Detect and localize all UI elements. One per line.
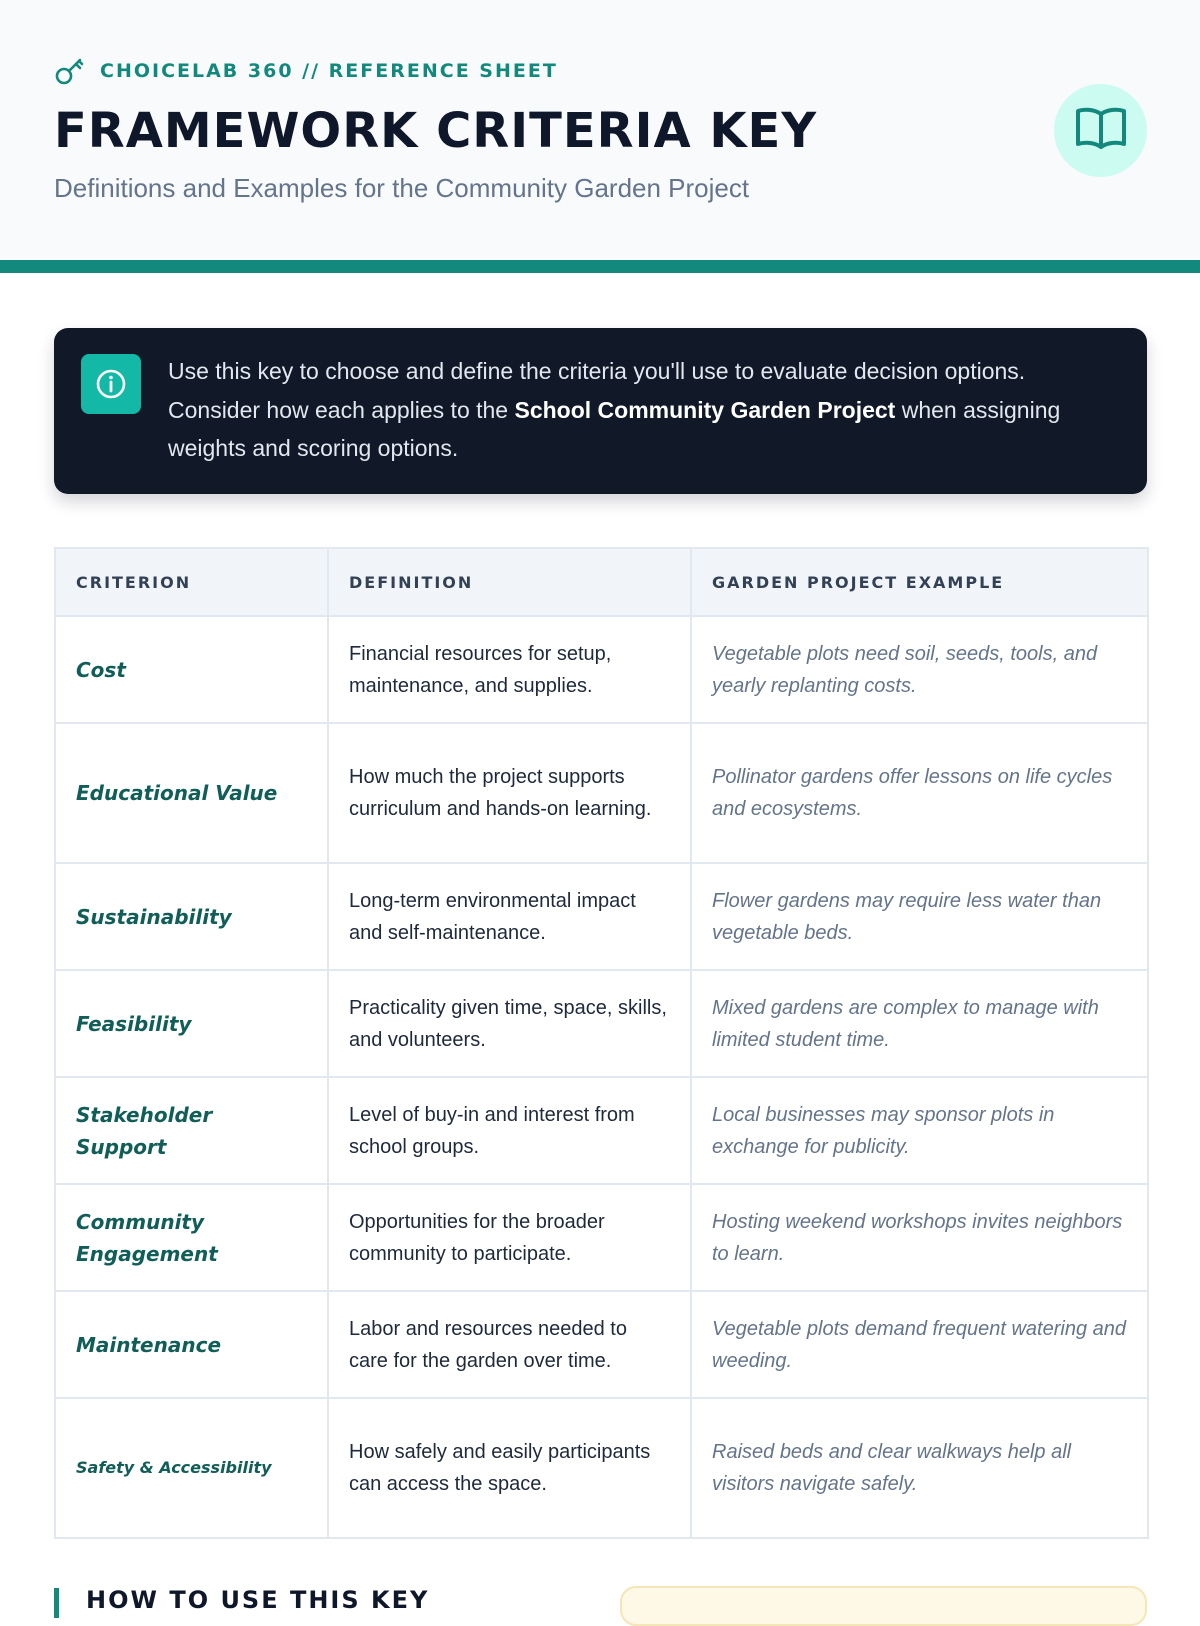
criterion-cell: Stakeholder Support: [55, 1077, 328, 1184]
criterion-cell: Community Engagement: [55, 1184, 328, 1291]
table-row: [55, 1398, 1148, 1538]
definition-cell: How safely and easily participants can access the space.: [328, 1398, 691, 1538]
definition-cell: Practicality given time, space, skills, and volunteers.: [328, 970, 691, 1077]
definition-cell: Opportunities for the broader community to participate.: [328, 1184, 691, 1291]
table-header-row: [55, 548, 1148, 616]
book-badge: [1054, 84, 1147, 177]
info-text-project: School Community Garden Project: [514, 396, 896, 423]
table-row: [55, 1291, 1148, 1398]
table-row: [55, 863, 1148, 970]
example-cell: Vegetable plots need soil, seeds, tools, and yearly replanting costs.: [691, 616, 1148, 723]
criterion-cell: Maintenance: [55, 1291, 328, 1398]
header-criterion: CRITERION: [55, 548, 328, 616]
key-icon: [54, 55, 86, 87]
definition-cell: Labor and resources needed to care for the garden over time.: [328, 1291, 691, 1398]
header-accent-bar: [0, 260, 1200, 273]
info-text: [168, 352, 1118, 468]
example-cell: Mixed gardens are complex to manage with limited student time.: [691, 970, 1148, 1077]
example-cell: Flower gardens may require less water than vegetable beds.: [691, 863, 1148, 970]
eyebrow: [54, 55, 558, 87]
note-card: [620, 1586, 1147, 1626]
table-row: [55, 723, 1148, 863]
eyebrow-text: CHOICELAB 360 // REFERENCE SHEET: [100, 60, 558, 82]
criteria-table: [54, 547, 1149, 1539]
header-definition: DEFINITION: [328, 548, 691, 616]
definition-cell: Level of buy-in and interest from school groups.: [328, 1077, 691, 1184]
page-title: FRAMEWORK CRITERIA KEY: [54, 103, 818, 159]
example-cell: Vegetable plots demand frequent watering and weeding.: [691, 1291, 1148, 1398]
section-title: HOW TO USE THIS KEY: [86, 1586, 430, 1614]
header-example: GARDEN PROJECT EXAMPLE: [691, 548, 1148, 616]
criterion-cell: Sustainability: [55, 863, 328, 970]
example-cell: Pollinator gardens offer lessons on life cycles and ecosystems.: [691, 723, 1148, 863]
table-row: [55, 1077, 1148, 1184]
criterion-cell: Cost: [55, 616, 328, 723]
section-accent-bar: [54, 1588, 59, 1618]
info-text-lead: Use this key to choose and define the criteria you'll use to evaluate decision options. Consider how each applies to the: [168, 358, 1026, 423]
criterion-cell: Educational Value: [55, 723, 328, 863]
page-subtitle: Definitions and Examples for the Community Garden Project: [54, 173, 750, 203]
definition-cell: Long-term environmental impact and self-maintenance.: [328, 863, 691, 970]
definition-cell: How much the project supports curriculum and hands-on learning.: [328, 723, 691, 863]
info-callout: [54, 328, 1147, 494]
definition-cell: Financial resources for setup, maintenance, and supplies.: [328, 616, 691, 723]
example-cell: Hosting weekend workshops invites neighbors to learn.: [691, 1184, 1148, 1291]
table-row: [55, 970, 1148, 1077]
table-row: [55, 616, 1148, 723]
example-cell: Local businesses may sponsor plots in exchange for publicity.: [691, 1077, 1148, 1184]
info-icon: [81, 354, 141, 414]
table-row: [55, 1184, 1148, 1291]
page-header: [0, 0, 1200, 260]
book-open-icon: [1074, 104, 1128, 157]
example-cell: Raised beds and clear walkways help all visitors navigate safely.: [691, 1398, 1148, 1538]
criterion-cell: Safety & Accessibility: [55, 1398, 328, 1538]
criterion-cell: Feasibility: [55, 970, 328, 1077]
info-text-tail: when assigning weights and scoring options.: [168, 396, 1061, 461]
